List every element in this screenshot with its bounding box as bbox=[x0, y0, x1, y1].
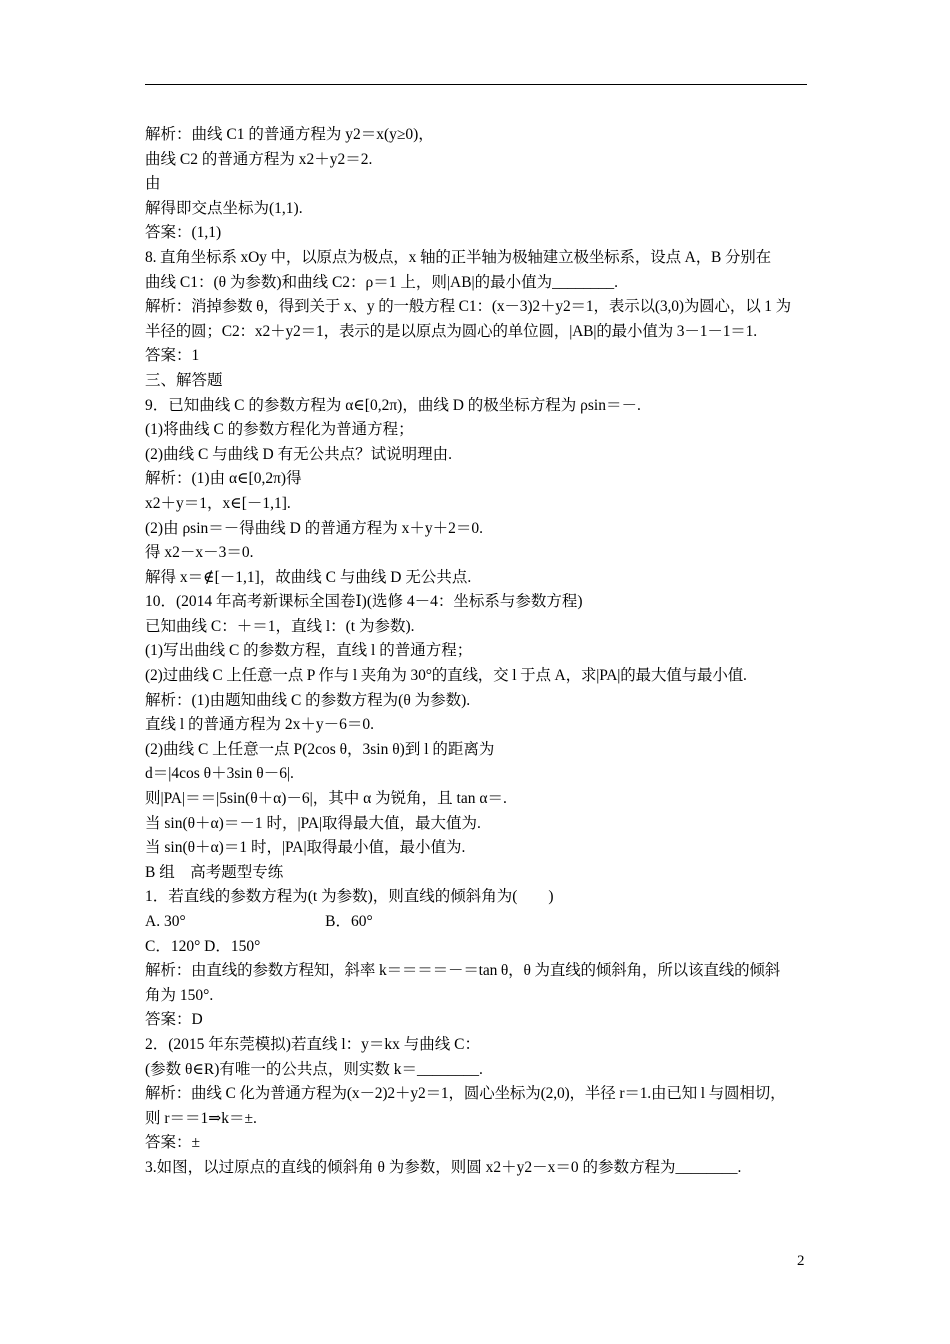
page-number: 2 bbox=[797, 1253, 805, 1269]
text-line: 角为 150°. bbox=[145, 986, 214, 1004]
text-line: (2)过曲线 C 上任意一点 P 作与 l 夹角为 30°的直线，交 l 于点 A，求|PA|的最大值与最小值. bbox=[145, 667, 747, 685]
document-body bbox=[145, 123, 813, 1181]
text-line: (2)曲线 C 上任意一点 P(2cos θ，3sin θ)到 l 的距离为 bbox=[145, 740, 495, 758]
choice-line: C．120° D．150° bbox=[145, 937, 261, 955]
question-line: 10．(2014 年高考新课标全国卷Ⅰ)(选修 4－4：坐标系与参数方程) bbox=[145, 593, 583, 611]
question-line: (参数 θ∈R)有唯一的公共点，则实数 k＝________. bbox=[145, 1060, 483, 1078]
text-line: 由 bbox=[145, 175, 161, 193]
text-line: 解析：(1)由题知曲线 C 的参数方程为(θ 为参数). bbox=[145, 691, 471, 709]
question-line: 9．已知曲线 C 的参数方程为 α∈[0,2π)，曲线 D 的极坐标方程为 ρsin＝－. bbox=[145, 396, 641, 414]
section-heading: 三、解答题 bbox=[145, 371, 223, 389]
text-line: (2)曲线 C 与曲线 D 有无公共点？试说明理由. bbox=[145, 445, 452, 463]
text-line: 直线 l 的普通方程为 2x＋y－6＝0. bbox=[145, 716, 375, 734]
text-line: 解析：(1)由 α∈[0,2π)得 bbox=[145, 470, 302, 488]
text-line: 半径的圆；C2：x2＋y2＝1，表示的是以原点为圆心的单位圆，|AB|的最小值为 3－1－1＝1. bbox=[145, 322, 757, 340]
text-line: 当 sin(θ＋α)＝1 时，|PA|取得最小值，最小值为. bbox=[145, 839, 466, 857]
text-line: 解析：消掉参数 θ，得到关于 x、y 的一般方程 C1：(x－3)2＋y2＝1，表示以(3,0)为圆心，以 1 为 bbox=[145, 298, 791, 316]
text-line: 则|PA|＝＝|5sin(θ＋α)－6|，其中 α 为锐角，且 tan α＝. bbox=[145, 790, 507, 808]
text-line: 解析：由直线的参数方程知，斜率 k＝＝＝＝－＝tan θ，θ 为直线的倾斜角，所以该直线的倾斜 bbox=[145, 962, 781, 980]
answer-line: 答案：1 bbox=[145, 347, 200, 365]
text-line: 已知曲线 C：＋＝1，直线 l：(t 为参数). bbox=[145, 617, 415, 635]
text-line: 曲线 C2 的普通方程为 x2＋y2＝2. bbox=[145, 150, 373, 168]
text-line: (2)由 ρsin＝－得曲线 D 的普通方程为 x＋y＋2＝0. bbox=[145, 519, 483, 537]
text-line: 解得 x＝∉[－1,1]，故曲线 C 与曲线 D 无公共点. bbox=[145, 568, 472, 586]
question-line: 8. 直角坐标系 xOy 中，以原点为极点，x 轴的正半轴为极轴建立极坐标系，设点 A，B 分别在 bbox=[145, 248, 772, 266]
text-line: 当 sin(θ＋α)＝－1 时，|PA|取得最大值，最大值为. bbox=[145, 814, 481, 832]
question-line: 2．(2015 年东莞模拟)若直线 l：y＝kx 与曲线 C： bbox=[145, 1035, 480, 1053]
text-line: x2＋y＝1，x∈[－1,1]. bbox=[145, 494, 291, 512]
question-line: 3.如图，以过原点的直线的倾斜角 θ 为参数，则圆 x2＋y2－x＝0 的参数方程为________. bbox=[145, 1158, 742, 1176]
question-line: 1．若直线的参数方程为(t 为参数)，则直线的倾斜角为( ) bbox=[145, 888, 554, 906]
choice-line: A. 30° B．60° bbox=[145, 913, 373, 930]
text-line: 得 x2－x－3＝0. bbox=[145, 544, 254, 562]
text-line: 解析：曲线 C1 的普通方程为 y2＝x(y≥0)， bbox=[145, 126, 434, 143]
section-heading: B 组 高考题型专练 bbox=[145, 863, 284, 881]
answer-line: 答案：(1,1) bbox=[145, 224, 222, 242]
answer-line: 答案：D bbox=[145, 1011, 203, 1029]
text-line: 解得即交点坐标为(1,1). bbox=[145, 199, 303, 217]
text-line: 则 r＝＝1⇒k＝±. bbox=[145, 1109, 257, 1127]
text-line: (1)将曲线 C 的参数方程化为普通方程； bbox=[145, 421, 414, 439]
text-line: (1)写出曲线 C 的参数方程，直线 l 的普通方程； bbox=[145, 642, 473, 660]
text-line: d＝|4cos θ＋3sin θ－6|. bbox=[145, 765, 294, 783]
answer-line: 答案：± bbox=[145, 1134, 201, 1152]
header-rule bbox=[145, 84, 807, 85]
text-line: 解析：曲线 C 化为普通方程为(x－2)2＋y2＝1，圆心坐标为(2,0)，半径 r＝1.由已知 l 与圆相切， bbox=[145, 1085, 786, 1103]
question-line: 曲线 C1：(θ 为参数)和曲线 C2：ρ＝1 上，则|AB|的最小值为________. bbox=[145, 273, 619, 291]
